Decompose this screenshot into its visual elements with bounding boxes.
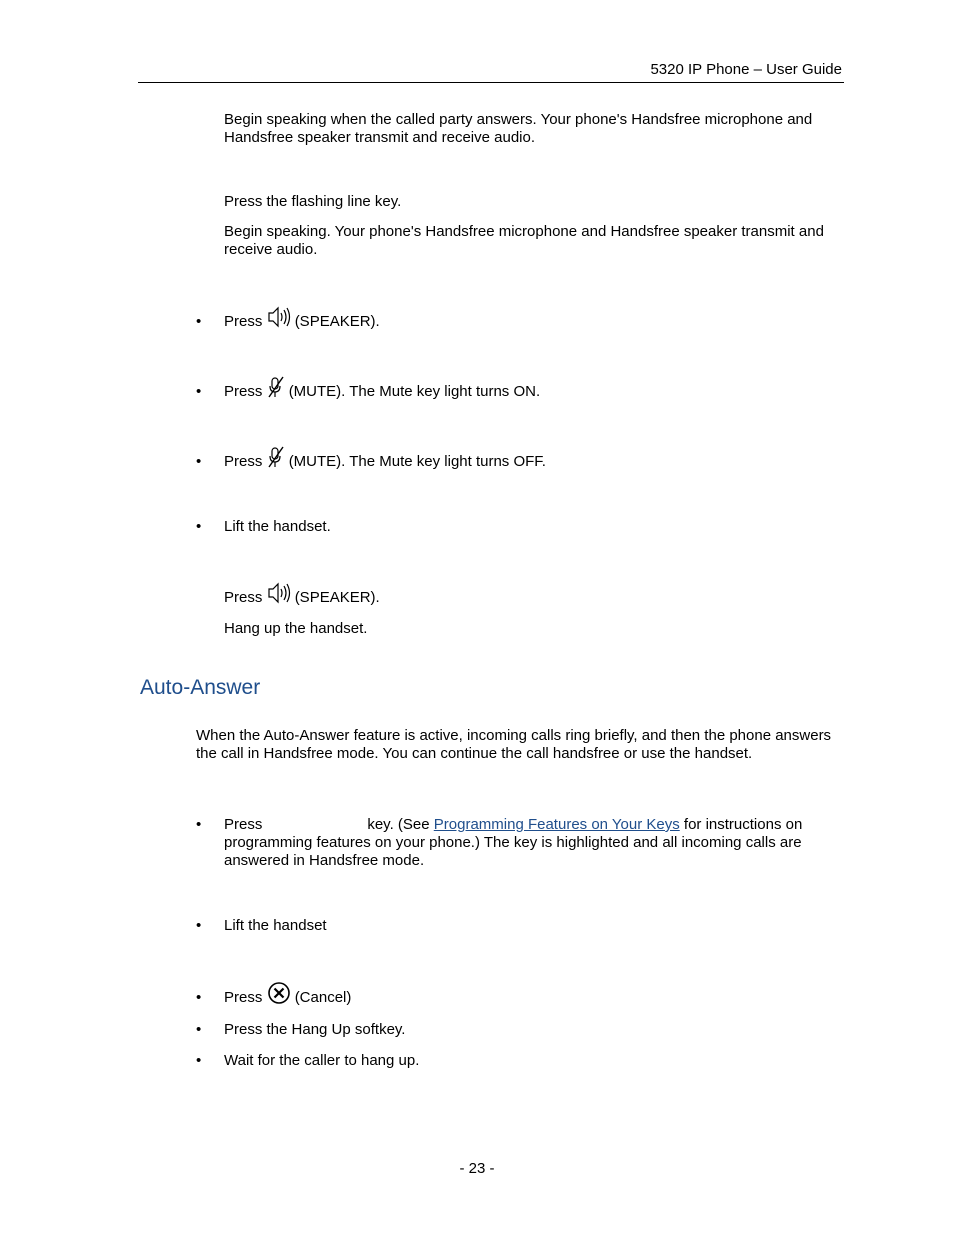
step-press-label: Press: [224, 989, 263, 1006]
step-cancel-text: (Cancel): [294, 989, 352, 1006]
step-cancel: [224, 981, 351, 1009]
bullet: •: [196, 1021, 202, 1038]
programming-features-link[interactable]: Programming Features on Your Keys: [433, 816, 680, 833]
step-mute-off-text: (MUTE). The Mute key light turns OFF.: [288, 453, 546, 470]
bullet: •: [196, 383, 202, 400]
page-number: - 23 -: [459, 1160, 495, 1177]
paragraph-auto-answer-intro: When the Auto-Answer feature is active, incoming calls ring briefly, and then the phone answers the call in Handsfree mode. You can continue the call handsfree or use the handset.: [196, 727, 832, 762]
step-hang-up-softkey: Press the Hang Up softkey.: [224, 1021, 406, 1038]
header-title: 5320 IP Phone – User Guide: [650, 61, 842, 78]
bullet: •: [196, 816, 202, 833]
step-speaker-2: [224, 581, 380, 609]
step-speaker: [224, 305, 380, 333]
step-mute-on: [224, 375, 540, 403]
step-auto-answer-key: [224, 816, 854, 870]
bullet: •: [196, 518, 202, 535]
step-press-label: Press: [224, 313, 263, 330]
step-press-label: Press: [224, 453, 263, 470]
mute-icon[interactable]: [267, 375, 285, 403]
step-speaker-text: (SPEAKER).: [294, 313, 380, 330]
paragraph-begin-speaking: Begin speaking when the called party answers. Your phone's Handsfree microphone and Handsfree speaker transmit and receive audio.: [224, 111, 813, 146]
step-lift-handset-2: Lift the handset: [224, 917, 327, 934]
key-text-4: answered in Handsfree mode.: [224, 852, 425, 869]
section-heading-auto-answer: Auto-Answer: [140, 676, 261, 699]
mute-icon[interactable]: [267, 445, 285, 473]
step-press-label: Press: [224, 383, 263, 400]
step-mute-off: [224, 445, 546, 473]
step-wait: Wait for the caller to hang up.: [224, 1052, 420, 1069]
bullet: •: [196, 453, 202, 470]
key-text-2: for instructions on: [683, 816, 803, 833]
step-press-label: Press: [224, 816, 263, 833]
key-text: key. (See: [367, 816, 430, 833]
step-speaker-text: (SPEAKER).: [294, 589, 380, 606]
bullet: •: [196, 989, 202, 1006]
bullet: •: [196, 313, 202, 330]
paragraph-begin-speaking-2: Begin speaking. Your phone's Handsfree microphone and Handsfree speaker transmit and receive audio.: [224, 223, 824, 258]
paragraph-flashing-line: Press the flashing line key.: [224, 193, 402, 210]
step-lift-handset: Lift the handset.: [224, 518, 331, 535]
speaker-icon[interactable]: [267, 305, 291, 333]
step-mute-on-text: (MUTE). The Mute key light turns ON.: [288, 383, 541, 400]
bullet: •: [196, 917, 202, 934]
key-text-3: programming features on your phone.) The key is highlighted and all incoming calls are: [224, 834, 802, 851]
speaker-icon[interactable]: [267, 581, 291, 609]
step-hang-up: Hang up the handset.: [224, 620, 368, 637]
cancel-icon[interactable]: [267, 981, 291, 1009]
step-press-label: Press: [224, 589, 263, 606]
header-rule: [138, 82, 844, 83]
bullet: •: [196, 1052, 202, 1069]
